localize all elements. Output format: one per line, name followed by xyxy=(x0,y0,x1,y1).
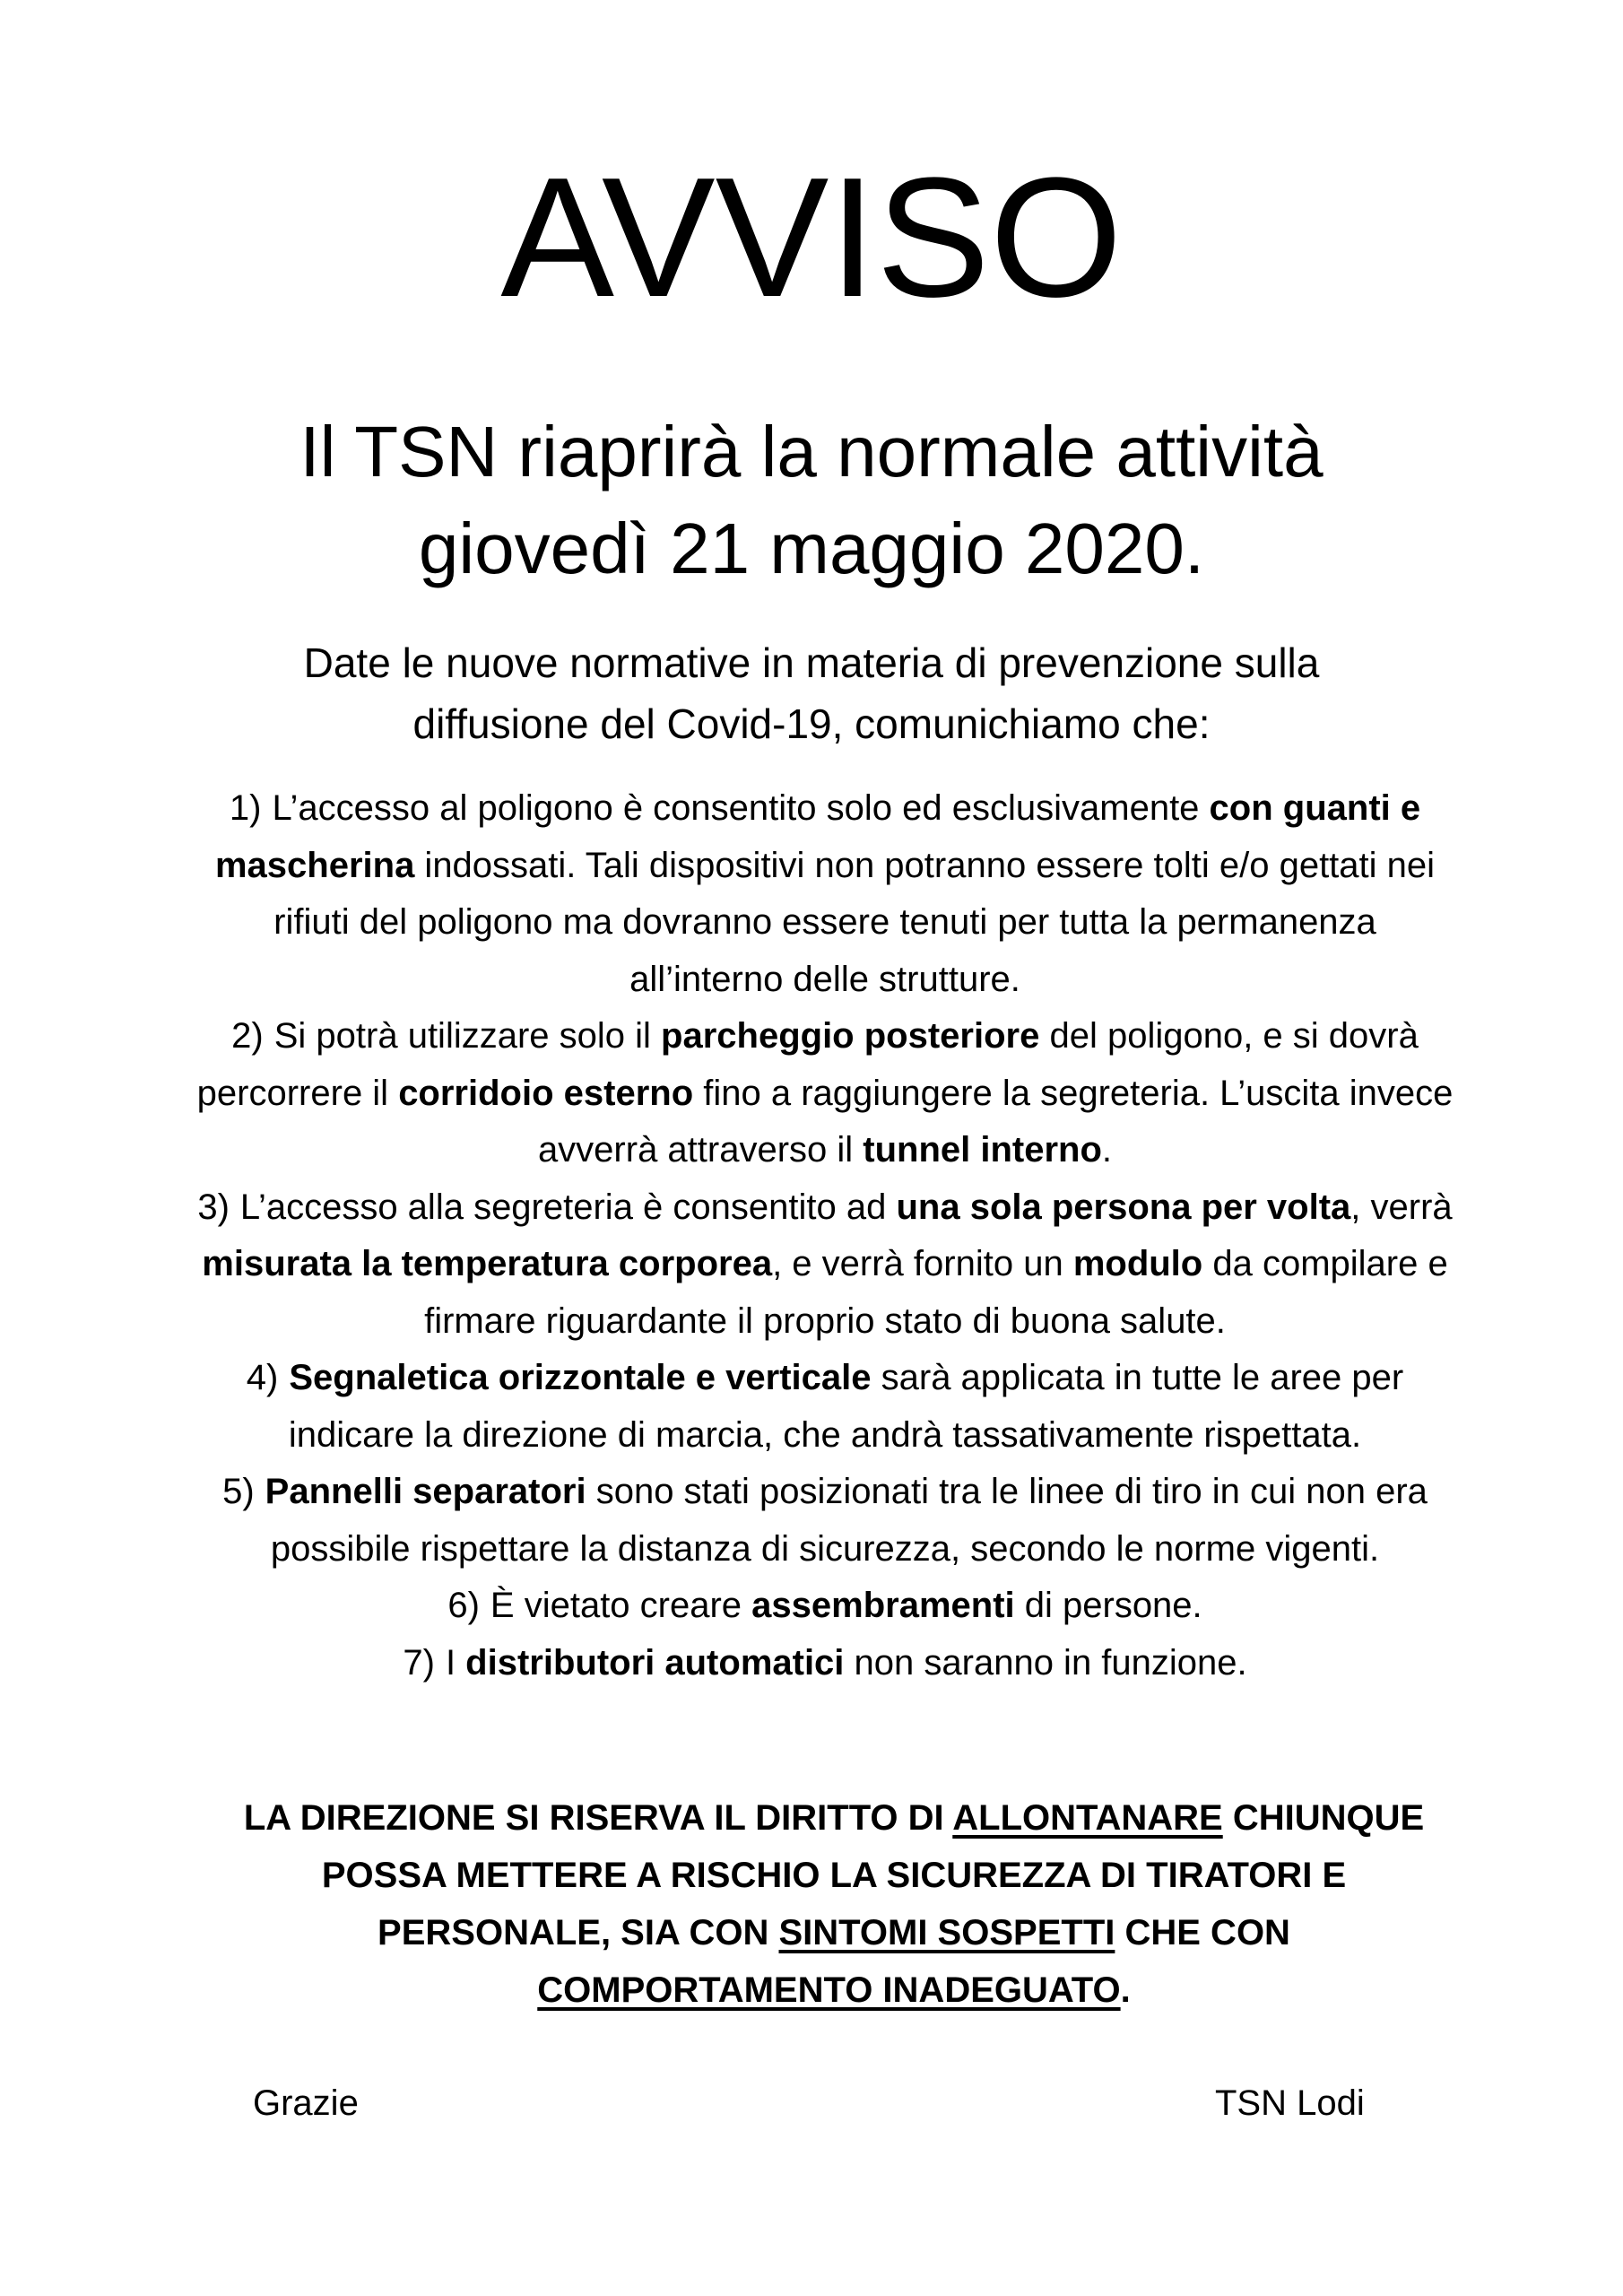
rule-item-1 xyxy=(193,780,1457,1008)
rule-text: L’accesso alla segreteria è consentito ad xyxy=(239,1187,897,1227)
rule-item-4 xyxy=(193,1350,1457,1464)
rule-text: fino a raggiungere la segreteria. L’uscita invece avverrà attraverso il xyxy=(537,1073,1454,1170)
rule-text: non saranno in funzione. xyxy=(844,1642,1247,1683)
rule-emphasis: parcheggio posteriore xyxy=(661,1016,1040,1056)
closing-thanks: Grazie xyxy=(253,2083,359,2123)
rules-list xyxy=(193,780,1457,1692)
rule-text: L’accesso al poligono è consentito solo ed esclusivamente xyxy=(272,788,1210,828)
notice-title: AVVISO xyxy=(500,143,1123,333)
rule-text: È vietato creare xyxy=(490,1586,752,1625)
rule-number: 3) xyxy=(197,1187,230,1227)
warning-underlined: ALLONTANARE xyxy=(952,1798,1223,1838)
rule-text: da compilare e firmare riguardante il proprio stato di buona salute. xyxy=(424,1244,1448,1341)
rule-text: sarà applicata in tutte le aree per indicare la direzione di marcia, che andrà tassativamente rispettata. xyxy=(288,1358,1404,1455)
rule-text: . xyxy=(1101,1130,1113,1170)
rule-text: di persone. xyxy=(1014,1586,1202,1625)
intro-paragraph xyxy=(179,632,1444,754)
rule-emphasis: modulo xyxy=(1072,1244,1203,1283)
intro-line-1: Date le nuove normative in materia di prevenzione sulla xyxy=(303,639,1320,686)
rule-number: 5) xyxy=(222,1472,255,1511)
rule-text: sono stati posizionati tra le linee di tiro in cui non era possibile rispettare la distanza di sicurezza, secondo le norme vigenti. xyxy=(270,1472,1428,1569)
rule-number: 4) xyxy=(246,1358,279,1397)
reopening-announcement xyxy=(179,404,1444,597)
rule-text: del poligono, e si dovrà percorrere il xyxy=(196,1016,1419,1113)
rule-emphasis: misurata la temperatura corporea xyxy=(202,1244,773,1283)
rule-number: 2) xyxy=(231,1016,264,1056)
rule-emphasis: con guanti e mascherina xyxy=(214,788,1421,885)
rule-text: , verrà xyxy=(1350,1187,1453,1227)
rule-emphasis: corridoio esterno xyxy=(398,1073,694,1113)
rule-emphasis: distributori automatici xyxy=(465,1642,845,1683)
warning-text: CHIUNQUE POSSA METTERE A RISCHIO LA SICUREZZA DI TIRATORI E PERSONALE, SIA CON xyxy=(321,1798,1425,1952)
rule-emphasis: una sola persona per volta xyxy=(896,1187,1351,1227)
warning-text: LA DIREZIONE SI RISERVA IL DIRITTO DI xyxy=(243,1798,953,1838)
rule-text: , e verrà fornito un xyxy=(772,1244,1073,1283)
rule-number: 7) xyxy=(403,1642,435,1683)
rule-item-6 xyxy=(193,1578,1457,1635)
rule-emphasis: assembramenti xyxy=(751,1586,1015,1625)
intro-line-2: diffusione del Covid-19, comunichiamo che: xyxy=(412,700,1211,747)
rule-item-2 xyxy=(193,1008,1457,1179)
rule-text: Si potrà utilizzare solo il xyxy=(273,1016,662,1056)
rule-item-7 xyxy=(193,1635,1457,1692)
signature: TSN Lodi xyxy=(1215,2083,1365,2123)
rule-item-5 xyxy=(193,1464,1457,1578)
warning-underlined: COMPORTAMENTO INADEGUATO xyxy=(537,1970,1121,2010)
rule-text: I xyxy=(445,1642,466,1683)
rule-emphasis: Segnaletica orizzontale e verticale xyxy=(289,1358,872,1397)
announcement-line-1: Il TSN riaprirà la normale attività xyxy=(299,412,1324,491)
warning-underlined: SINTOMI SOSPETTI xyxy=(778,1913,1115,1952)
management-warning xyxy=(233,1789,1435,2019)
rule-number: 6) xyxy=(447,1586,480,1625)
rule-item-3 xyxy=(193,1179,1457,1351)
announcement-line-2: giovedì 21 maggio 2020. xyxy=(418,509,1205,588)
rule-number: 1) xyxy=(229,788,262,828)
warning-text: CHE CON xyxy=(1115,1913,1290,1952)
warning-text: . xyxy=(1120,1970,1131,2010)
rule-text: indossati. Tali dispositivi non potranno essere tolti e/o gettati nei rifiuti del poligono ma dovranno essere tenuti per tutta la permanenza all’interno delle strutture. xyxy=(273,845,1436,999)
rule-emphasis: Pannelli separatori xyxy=(265,1472,586,1511)
rule-emphasis: tunnel interno xyxy=(863,1130,1102,1170)
